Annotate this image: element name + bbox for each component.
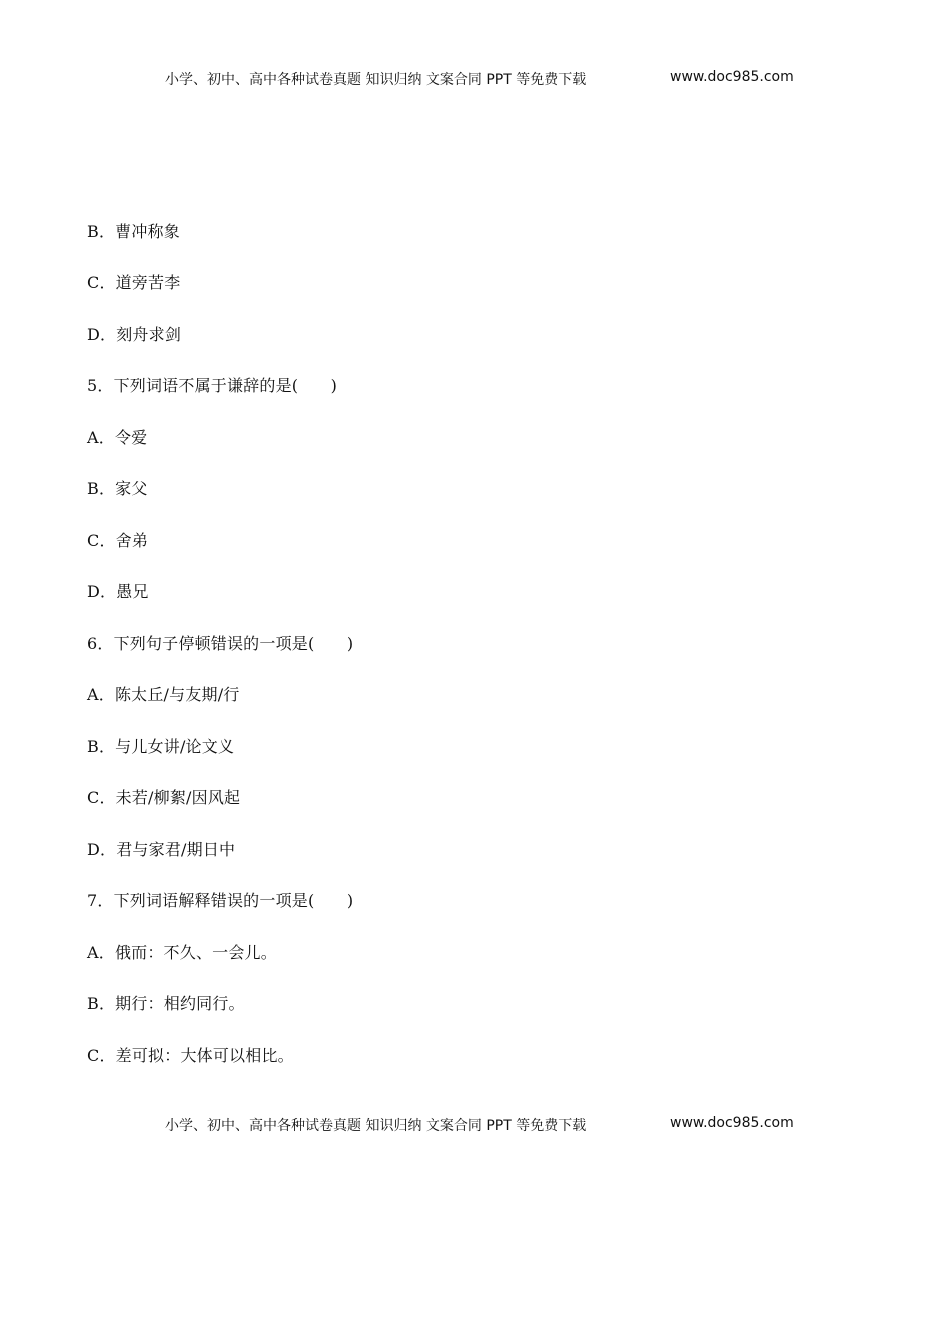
- header-url: www.doc985.com: [670, 69, 794, 85]
- option-c-q7: C．差可拟：大体可以相比。: [87, 1046, 294, 1065]
- option-b-q7: B．期行：相约同行。: [87, 994, 245, 1013]
- option-b-q6: B．与儿女讲/论文义: [87, 737, 235, 756]
- question-5: 5．下列词语不属于谦辞的是( ): [87, 376, 338, 395]
- page-footer: [0, 1115, 950, 1135]
- option-a-q6: A．陈太丘/与友期/行: [87, 685, 240, 704]
- header-text: 小学、初中、高中各种试卷真题 知识归纳 文案合同 PPT 等免费下载: [165, 72, 587, 88]
- option-c-q4: C．道旁苦李: [87, 273, 181, 292]
- footer-url: www.doc985.com: [670, 1115, 794, 1131]
- page-header: [0, 69, 950, 89]
- option-c-q6: C．未若/柳絮/因风起: [87, 788, 241, 807]
- question-7: 7．下列词语解释错误的一项是( ): [87, 891, 354, 910]
- option-b-q5: B．家父: [87, 479, 148, 498]
- option-a-q5: A．令爱: [87, 428, 148, 447]
- footer-text: 小学、初中、高中各种试卷真题 知识归纳 文案合同 PPT 等免费下载: [165, 1118, 587, 1134]
- question-6: 6．下列句子停顿错误的一项是( ): [87, 634, 354, 653]
- option-d-q6: D．君与家君/期日中: [87, 840, 236, 859]
- option-b-q4: B．曹冲称象: [87, 222, 180, 241]
- option-d-q4: D．刻舟求剑: [87, 325, 182, 344]
- option-d-q5: D．愚兄: [87, 582, 149, 601]
- option-c-q5: C．舍弟: [87, 531, 149, 550]
- option-a-q7: A．俄而：不久、一会儿。: [87, 943, 277, 962]
